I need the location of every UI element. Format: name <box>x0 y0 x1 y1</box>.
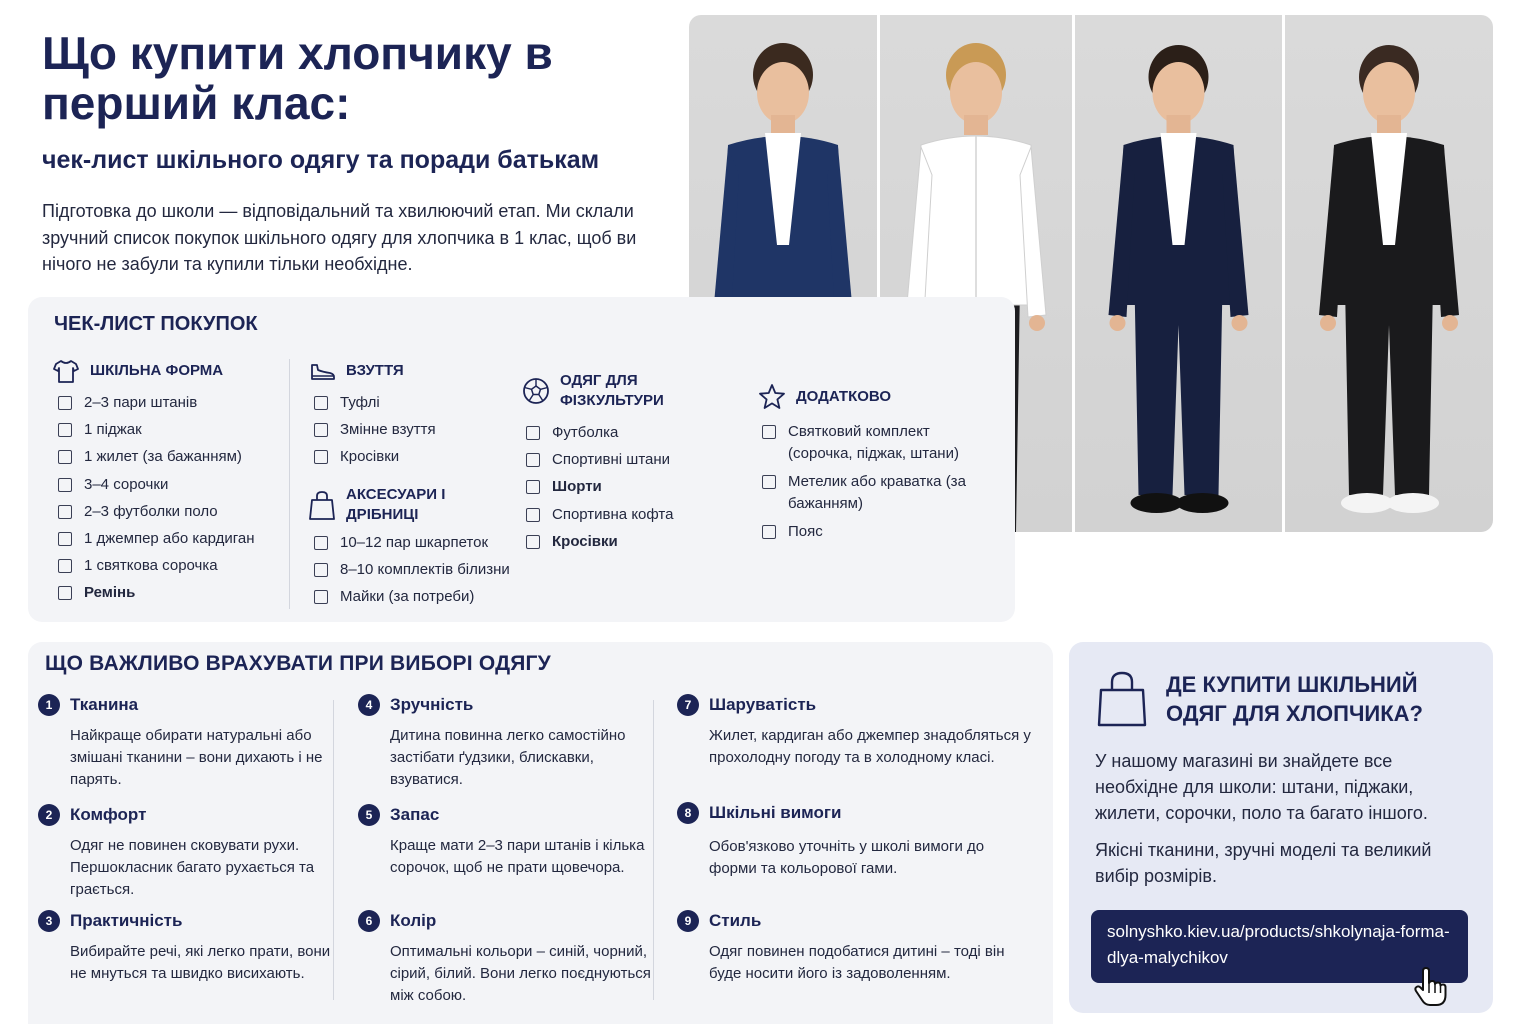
tip-item <box>38 804 338 901</box>
checkbox[interactable] <box>314 563 328 577</box>
checklist-item[interactable]: Майки (за потреби) <box>314 583 538 610</box>
tip-number: 7 <box>677 694 699 716</box>
bag-icon <box>308 489 336 521</box>
tip-text: Одяг повинен подобатися дитині – тоді він буде носити його із задоволенням. <box>709 943 1005 982</box>
category-additional <box>758 383 988 543</box>
tip-title: Комфорт <box>70 805 147 824</box>
checkbox[interactable] <box>314 590 328 604</box>
checklist-item[interactable]: 8–10 комплектів білизни <box>314 556 538 583</box>
checklist-item[interactable]: Спортивні штани <box>526 446 742 473</box>
tip-item <box>358 694 658 791</box>
checklist-item[interactable]: Туфлі <box>314 389 538 416</box>
checklist-item[interactable]: Ремінь <box>58 579 292 606</box>
checkbox[interactable] <box>526 508 540 522</box>
tip-item <box>358 804 658 879</box>
tip-item <box>358 910 658 1007</box>
checklist-items <box>526 419 742 555</box>
checkbox[interactable] <box>58 586 72 600</box>
page-subtitle: чек-лист шкільного одягу та поради батькам <box>42 146 600 174</box>
star-icon <box>758 383 786 411</box>
tip-number: 9 <box>677 910 699 932</box>
checkbox[interactable] <box>762 425 776 439</box>
where-to-buy-card <box>1069 642 1493 1013</box>
checklist-item[interactable]: Спортивна кофта <box>526 501 742 528</box>
tip-text: Найкраще обирати натуральні або змішані тканини – вони дихають і не парять. <box>70 727 323 788</box>
checklist-item[interactable]: 3–4 сорочки <box>58 471 292 498</box>
tip-text: Оптимальні кольори – синій, чорний, сірий, білий. Вони легко поєднуються між собою. <box>390 943 651 1004</box>
tip-text: Жилет, кардиган або джемпер знадобляться у прохолодну погоду та в холодному класі. <box>709 727 1031 766</box>
checkbox[interactable] <box>526 480 540 494</box>
tips-title: ЩО ВАЖЛИВО ВРАХУВАТИ ПРИ ВИБОРІ ОДЯГУ <box>45 652 551 675</box>
checklist-item[interactable]: 1 жилет (за бажанням) <box>58 443 292 470</box>
checkbox[interactable] <box>58 532 72 546</box>
tip-number: 2 <box>38 804 60 826</box>
intro-text: Підготовка до школи — відповідальний та хвилюючий етап. Ми склали зручний список покупок шкільного одягу для хлопчика в 1 клас, щоб ви нічого не забули та купили тільки необхідне. <box>42 201 637 274</box>
category-title: ШКІЛЬНА ФОРМА <box>90 362 224 379</box>
checkbox[interactable] <box>526 453 540 467</box>
checkbox[interactable] <box>762 475 776 489</box>
checklist-item[interactable]: Кросівки <box>526 528 742 555</box>
tip-title: Запас <box>390 805 440 824</box>
tip-text: Одяг не повинен сковувати рухи. Першокласник багато рухається та грається. <box>70 837 315 898</box>
tip-title: Практичність <box>70 911 183 930</box>
tip-number: 5 <box>358 804 380 826</box>
tip-number: 4 <box>358 694 380 716</box>
category-shoes <box>308 357 538 471</box>
category-school-uniform <box>52 357 292 607</box>
checkbox[interactable] <box>314 450 328 464</box>
checklist-item[interactable]: Футболка <box>526 419 742 446</box>
tip-number: 3 <box>38 910 60 932</box>
checkbox[interactable] <box>314 423 328 437</box>
checkbox[interactable] <box>762 525 776 539</box>
checkbox[interactable] <box>526 535 540 549</box>
tip-text: Вибирайте речі, які легко прати, вони не мнуться та швидко висихають. <box>70 943 331 982</box>
checkbox[interactable] <box>58 450 72 464</box>
checklist-item[interactable]: 1 піджак <box>58 416 292 443</box>
tip-title: Шкільні вимоги <box>709 803 842 822</box>
checkbox[interactable] <box>314 396 328 410</box>
tip-item <box>677 910 1017 985</box>
tips-section <box>28 642 1053 1024</box>
checklist-item[interactable]: Пояс <box>762 521 982 543</box>
shoe-icon <box>308 357 336 385</box>
tip-text: Дитина повинна легко самостійно застібати ґудзики, блискавки, взуватися. <box>390 727 626 788</box>
checklist-items <box>58 389 292 607</box>
tip-number: 1 <box>38 694 60 716</box>
checklist-item[interactable]: Змінне взуття <box>314 416 538 443</box>
checklist-item[interactable]: 10–12 пар шкарпеток <box>314 529 538 556</box>
photo-boy-navy-suit <box>1075 15 1282 532</box>
tip-text: Краще мати 2–3 пари штанів і кілька сорочок, щоб не прати щовечора. <box>390 837 645 876</box>
checklist-title: ЧЕК-ЛИСТ ПОКУПОК <box>54 313 258 335</box>
checkbox[interactable] <box>58 559 72 573</box>
checklist-item[interactable]: Шорти <box>526 473 742 500</box>
tip-title: Шаруватість <box>709 695 817 714</box>
checklist-items <box>314 529 538 611</box>
checklist-item[interactable]: 2–3 футболки поло <box>58 498 292 525</box>
checkbox[interactable] <box>526 426 540 440</box>
tip-item <box>38 910 338 985</box>
shopping-bag-icon <box>1097 670 1147 728</box>
checkbox[interactable] <box>58 505 72 519</box>
tshirt-icon <box>52 357 80 385</box>
checklist-items <box>762 421 982 543</box>
category-title: АКСЕСУАРИ І ДРІБНИЦІ <box>346 486 446 523</box>
tip-number: 6 <box>358 910 380 932</box>
tip-item <box>677 802 1017 880</box>
tip-text: Обов'язково уточніть у школі вимоги до форми та кольорової гами. <box>709 838 985 877</box>
tip-item <box>677 694 1031 769</box>
ball-icon <box>522 377 550 405</box>
boy-figure <box>1075 15 1282 532</box>
tip-title: Зручність <box>390 695 474 714</box>
page-title: Що купити хлопчику в перший клас: <box>42 27 553 129</box>
category-title: ВЗУТТЯ <box>346 362 404 379</box>
checklist-item[interactable]: 1 джемпер або кардиган <box>58 525 292 552</box>
checkbox[interactable] <box>314 536 328 550</box>
category-pe-clothes <box>522 371 742 555</box>
where-text: Якісні тканини, зручні моделі та великий вибір розмірів. <box>1095 840 1432 886</box>
checkbox[interactable] <box>58 478 72 492</box>
checklist-item[interactable]: 1 святкова сорочка <box>58 552 292 579</box>
category-accessories <box>308 485 538 611</box>
checklist-item[interactable]: 2–3 пари штанів <box>58 389 292 416</box>
checkbox[interactable] <box>58 396 72 410</box>
photo-boy-black-suit <box>1285 15 1493 532</box>
tip-number: 8 <box>677 802 699 824</box>
checkbox[interactable] <box>58 423 72 437</box>
tip-title: Колір <box>390 911 437 930</box>
shop-link-button[interactable]: solnyshko.kiev.ua/products/shkolynaja-forma-dlya-malychikov <box>1091 910 1468 983</box>
checklist-items <box>314 389 538 471</box>
checklist-card <box>28 297 1015 622</box>
tip-item <box>38 694 338 791</box>
column-divider <box>289 359 290 609</box>
where-title: ДЕ КУПИТИ ШКІЛЬНИЙ ОДЯГ ДЛЯ ХЛОПЧИКА? <box>1166 672 1423 726</box>
where-text: У нашому магазині ви знайдете все необхідне для школи: штани, піджаки, жилети, сорочки, поло та багато іншого. <box>1095 751 1428 823</box>
checklist-item[interactable]: Кросівки <box>314 443 538 470</box>
checklist-item[interactable]: Метелик або краватка (за бажанням) <box>762 471 982 515</box>
checklist-item[interactable]: Святковий комплект (сорочка, піджак, штани) <box>762 421 982 465</box>
tip-title: Тканина <box>70 695 139 714</box>
hand-cursor-icon <box>1413 967 1447 1007</box>
category-title: ОДЯГ ДЛЯ ФІЗКУЛЬТУРИ <box>560 372 664 409</box>
tip-title: Стиль <box>709 911 762 930</box>
boy-figure <box>1285 15 1493 532</box>
category-title: ДОДАТКОВО <box>796 388 892 405</box>
